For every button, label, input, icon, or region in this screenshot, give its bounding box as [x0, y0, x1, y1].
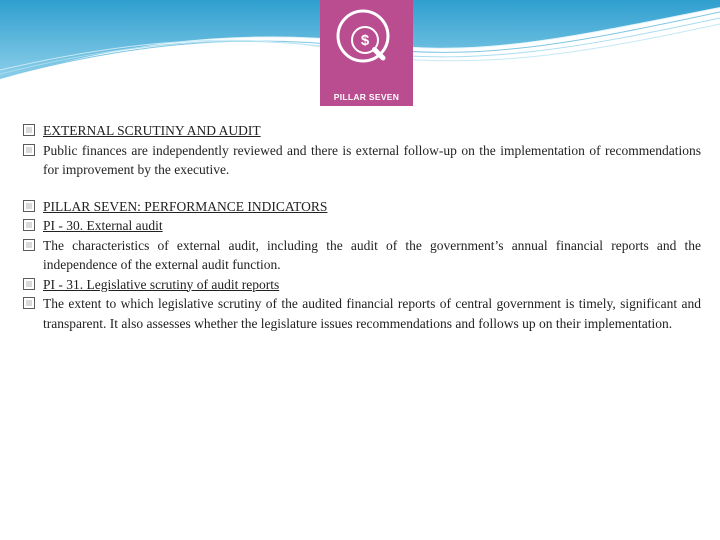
pillar-seven-badge: [320, 0, 413, 106]
section1-text-item: [21, 141, 701, 180]
badge-label: PILLAR SEVEN: [333, 92, 400, 102]
section1-text: Public finances are independently reviewed and there is external follow-up on the implementation of recommendations for improvement by the executive.: [43, 142, 701, 177]
bullet-icon: [23, 200, 35, 212]
svg-text:$: $: [360, 32, 370, 49]
section1-heading: EXTERNAL SCRUTINY AND AUDIT: [43, 123, 261, 138]
section1-heading-item: [21, 121, 701, 141]
pi31-title-item: [21, 275, 701, 295]
bullet-icon: [23, 239, 35, 251]
dollar-magnifier-icon: [331, 4, 403, 76]
section2-heading-item: [21, 197, 701, 217]
pi31-text: The extent to which legislative scrutiny of the audited financial reports of central government is timely, significant and transparent. It also assesses whether the legislature issues recommendations and follows up on their implementation.: [43, 296, 701, 331]
pi31-text-item: [21, 294, 701, 333]
pi30-title: PI - 30. External audit: [43, 218, 163, 233]
bullet-icon: [23, 144, 35, 156]
pi31-title: PI - 31. Legislative scrutiny of audit reports: [43, 276, 280, 292]
pi30-text: The characteristics of external audit, including the audit of the government’s annual financial reports and the independence of the external audit function.: [43, 237, 701, 272]
pi30-text-item: [21, 236, 701, 275]
section2-heading: PILLAR SEVEN: PERFORMANCE INDICATORS: [43, 198, 328, 214]
bullet-icon: [23, 278, 35, 290]
bullet-icon: [23, 124, 35, 136]
slide-content: [21, 121, 701, 333]
bullet-icon: [23, 219, 35, 231]
bullet-icon: [23, 297, 35, 309]
pi30-title-item: [21, 216, 701, 236]
